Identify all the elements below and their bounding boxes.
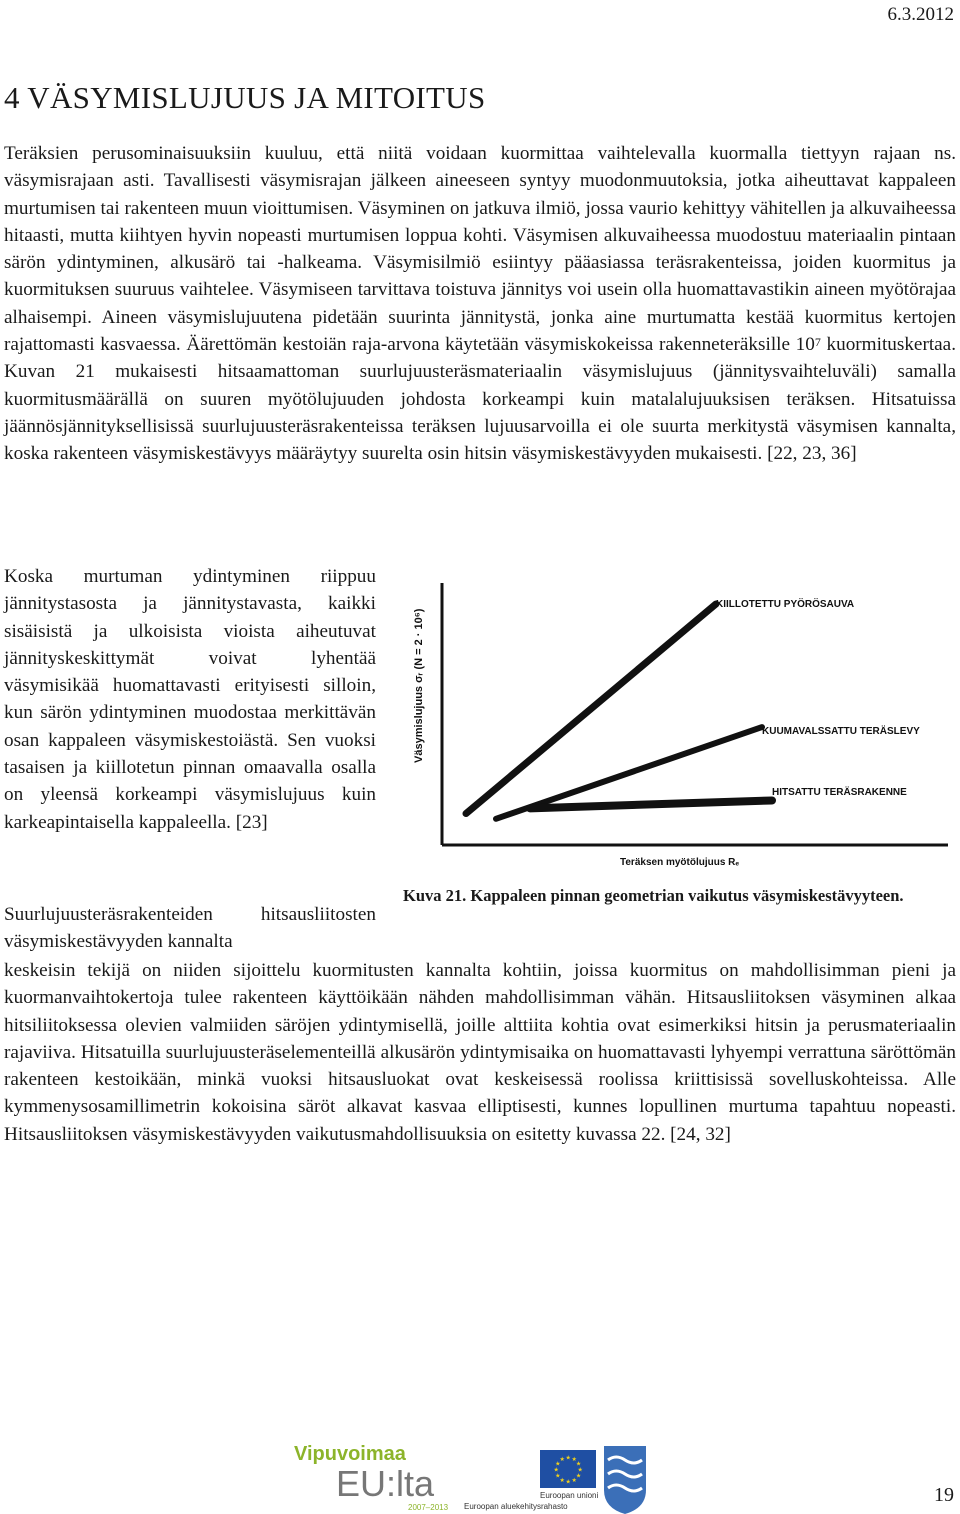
y-axis-label: Väsymislujuus σᵣ (N = 2 · 10⁶) [413,608,425,763]
eu-star-icon: ★ [555,1473,561,1480]
series-label-hot-rolled: KUUMAVALSSATTU TERÄSLEVY [762,726,920,737]
eu-fund-label: Euroopan aluekehitysrahasto [464,1502,568,1511]
figure-caption: Kuva 21. Kappaleen pinnan geometrian vaikutus väsymiskestävyyteen. [403,886,904,905]
eu-star-icon: ★ [553,1467,559,1474]
eu-star-icon: ★ [571,1477,577,1484]
eu-star-icon: ★ [555,1461,561,1468]
eu-star-icon: ★ [559,1457,565,1464]
paragraph-nucleation: Koska murtuman ydintyminen riippuu jännitystasosta ja jännitystavasta, kaikki sisäisistä ja ulkoisista vioista aiheutuvat jännityskeskittymät voivat lyhentää väsymisikää huomattavasti erityisesti silloin, kun särön ydintyminen muodostaa merkittävän osan kappaleen väsymiskestoiästä. Sen vuoksi tasaisen ja kiillotetun pinnan omaavalla osalla on yleensä korkeampi väsymislujuus kuin karkeapintaisella kappaleella. [23] [4,566,376,833]
eu-star-icon: ★ [577,1467,583,1474]
coat-of-arms-icon [604,1446,646,1514]
eulta-logo-text: EU:lta [336,1463,435,1504]
header-date: 6.3.2012 [887,4,954,25]
eu-star-icon: ★ [559,1477,565,1484]
eu-star-icon: ★ [565,1479,571,1486]
vipuvoimaa-logo-text: Vipuvoimaa [294,1443,406,1465]
section-heading: 4 VÄSYMISLUJUUS JA MITOITUS [4,80,486,115]
series-line-welded [530,800,772,808]
eu-star-icon: ★ [565,1455,571,1462]
logo-years: 2007–2013 [408,1503,449,1512]
series-line-polished [466,604,716,814]
page-number: 19 [934,1484,954,1506]
eu-star-icon: ★ [575,1461,582,1468]
fatigue-chart [398,563,958,881]
paragraph-welds: keskeisin tekijä on niiden sijoittelu kuormitusten kannalta kohtiin, joissa kuormitus on mahdollisimman pieni ja kuormanvaihtokertoja tulee rakenteen käyttöikään nähden mahdollisimman vähän. Hitsausliitoksen väsyminen alkaa hitsiliitoksessa olevien valmiiden säröjen ydintymisellä, joille alttiita kohtia ovat esimerkiksi hitsin ja perusmateriaalin rajaviiva. Hitsatuilla suurlujuusteräselementeillä alkusärön ydintymisaika on huomattavasti lyhyempi verrattuna säröttömän rakenteen kestoikään, minkä vuoksi hitsausluokat ovat keskeisessä roolissa kriittisissä sovelluskohteissa. Alle kymmenysosamillimetrin kokoisina säröt alkavat kasvaa elliptisesti, kunnes lopullinen murtuma tapahtuu nopeasti. Hitsausliitoksen väsymiskestävyyden vaikutusmahdollisuuksia on esitetty kuvassa 22. [24, 32] [4,960,956,1145]
paragraph-intro [4,140,956,468]
eu-label: Euroopan unioni [540,1491,599,1500]
eu-star-icon: ★ [575,1473,582,1480]
footer-logos [292,1438,652,1514]
paragraph-intro-text: Teräksien perusominaisuuksiin kuuluu, että niitä voidaan kuormittaa vaihtelevalla kuormalla tiettyyn rajaan ns. väsymisrajaan asti. Tavallisesti väsymisrajan jälkeen aineeseen syntyy muodonmuutoksia, jotka aiheuttavat kappaleen murtumisen tai rakenteen muun vioittumisen. Väsyminen on jatkuva ilmiö, jossa vaurio kehittyy vähitellen ja alkuvaiheessa hitaasti, mutta kiihtyen hyvin nopeasti murtumisen loppua kohti. Väsymisen alkuvaiheessa muodostuu materiaalin pintaan särön ydintyminen, alkusärö tai -halkeama. Väsymisilmiö esiintyy pääasiassa teräsrakenteissa, joiden kuormitus ja kuormituksen suuruus vaihtelee. Väsymiseen tarvittava toistuva jännitys voi usein olla huomattavastikin aineen myötörajaa alhaisempi. Aineen väsymislujuutena pidetään suurinta jännitystä, jonka aine murtumatta kestää kuormitus kertojen rajattomasti kasvaessa. Äärettömän kestoiän raja-arvona käytetään väsymiskokeissa rakenneteräksille 10 [4,143,956,356]
exponent: 7 [814,335,821,350]
series-label-polished: KIILLOTETTU PYÖRÖSAUVA [716,599,855,610]
paragraph-intro-text-cont: kuormituskertaa. Kuvan 21 mukaisesti hitsaamattoman suurlujuusteräsmateriaalin väsymislujuus (jännitysvaihteluväli) samalla kuormitusmäärällä on suuren myötölujuuden johdosta korkeampi kuin matalalujuuksisen teräksen. Hitsatuissa jäännösjännityksellisissä suurlujuusteräsrakenteissa teräksen lujuusarvoilla ei ole suurta merkitystä väsymisen kannalta, koska rakenteen väsymiskestävyys määräytyy suurelta osin hitsin väsymiskestävyyden mukaisesti. [22, 23, 36] [4,334,956,465]
series-label-welded: HITSATTU TERÄSRAKENNE [772,787,907,798]
paragraph-welds-lead: Suurlujuusteräsrakenteiden hitsausliitosten väsymiskestävyyden kannalta [4,904,376,953]
eu-star-icon: ★ [571,1457,577,1464]
x-axis-label: Teräksen myötölujuus Rₑ [620,857,740,868]
